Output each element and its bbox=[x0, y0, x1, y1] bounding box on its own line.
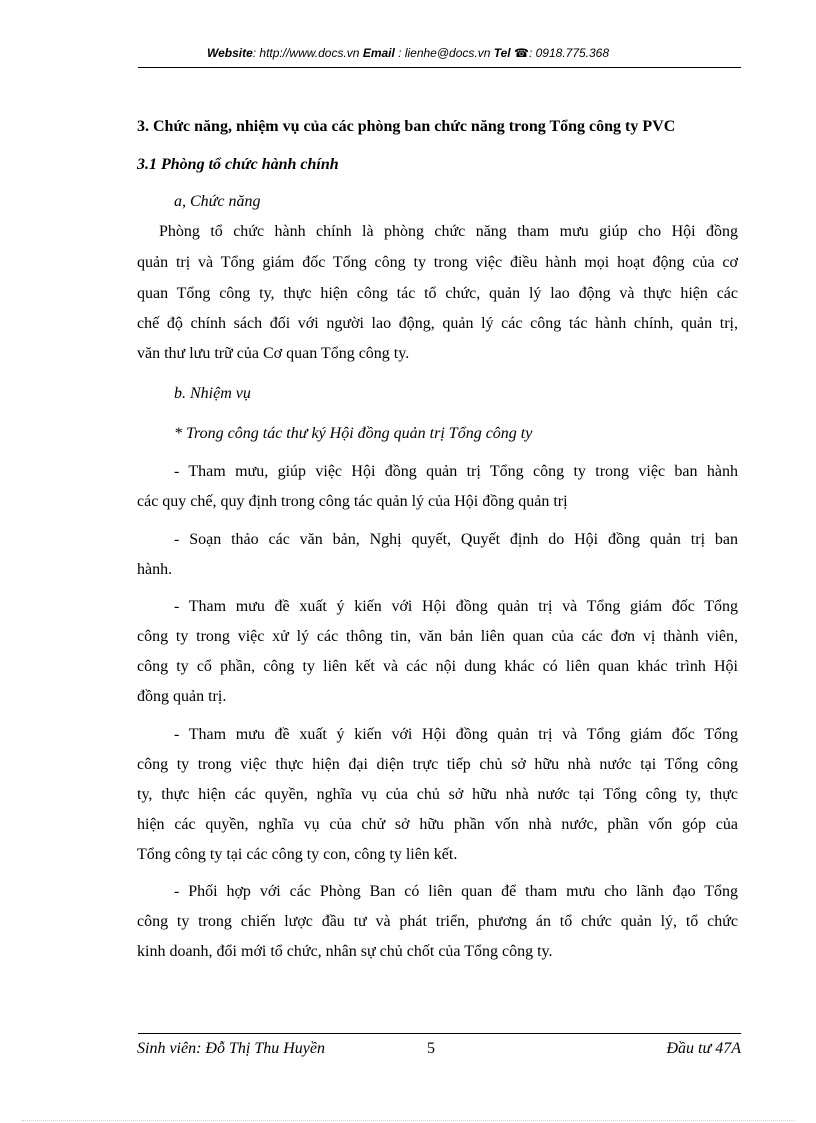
paragraph-line: - Soạn thảo các văn bản, Nghị quyết, Quyết định do Hội đồng quản trị ban bbox=[174, 531, 738, 548]
footer-divider bbox=[138, 1033, 741, 1034]
paragraph-line: Tổng công ty tại các công ty con, công ty liên kết. bbox=[137, 846, 458, 863]
page-bottom-edge bbox=[22, 1120, 794, 1121]
paragraph-line: ty, thực hiện các quyền, nghĩa vụ của chủ sở hữu nhà nước tại Tổng công ty, thực bbox=[137, 786, 738, 803]
section-heading: 3. Chức năng, nhiệm vụ của các phòng ban chức năng trong Tổng công ty PVC bbox=[137, 118, 676, 135]
paragraph-line: văn thư lưu trữ của Cơ quan Tổng công ty. bbox=[137, 345, 410, 362]
paragraph-line: công ty cổ phần, công ty liên kết và các nội dung khác có liên quan khác trình Hội bbox=[137, 658, 738, 675]
paragraph-line: - Tham mưu, giúp việc Hội đồng quản trị Tổng công ty trong việc ban hành bbox=[174, 463, 738, 480]
paragraph-line: kinh doanh, đổi mới tổ chức, nhân sự chủ chốt của Tổng công ty. bbox=[137, 943, 553, 960]
website-label: Website bbox=[206, 46, 253, 60]
page-footer bbox=[137, 1040, 741, 1060]
paragraph-line: - Phối hợp với các Phòng Ban có liên quan để tham mưu cho lãnh đạo Tổng bbox=[174, 883, 738, 900]
paragraph-line: công ty trong chiến lược đầu tư và phát triển, phương án tổ chức quản lý, tổ chức bbox=[137, 913, 738, 930]
paragraph-line: đồng quản trị. bbox=[137, 688, 227, 705]
paragraph-line: Phòng tổ chức hành chính là phòng chức năng tham mưu giúp cho Hội đồng bbox=[159, 223, 738, 240]
paragraph-line: chế độ chính sách đối với người lao động, quản lý các công tác hành chính, quản trị, bbox=[137, 315, 738, 332]
tel-value: : 0918.775.368 bbox=[528, 46, 610, 60]
paragraph-line: công ty trong việc xử lý các thông tin, văn bản liên quan của các đơn vị thành viên, bbox=[137, 628, 738, 645]
email-label: Email bbox=[362, 46, 395, 60]
paragraph-line: - Tham mưu đề xuất ý kiến với Hội đồng quản trị và Tổng giám đốc Tổng bbox=[174, 726, 738, 743]
paragraph-line: - Tham mưu đề xuất ý kiến với Hội đồng quản trị và Tổng giám đốc Tổng bbox=[174, 598, 738, 615]
section-a-title: a, Chức năng bbox=[174, 193, 261, 210]
header-divider bbox=[138, 67, 741, 68]
paragraph-line: hành. bbox=[137, 561, 173, 578]
subsection-heading: 3.1 Phòng tổ chức hành chính bbox=[137, 156, 339, 173]
paragraph-line: các quy chế, quy định trong công tác quản lý của Hội đồng quản trị bbox=[137, 493, 568, 510]
paragraph-line: quản trị và Tổng giám đốc Tổng công ty trong việc điều hành mọi hoạt động của cơ bbox=[137, 254, 738, 271]
section-b-subtitle: * Trong công tác thư ký Hội đồng quản trị Tổng công ty bbox=[174, 425, 533, 442]
tel-label: Tel bbox=[493, 46, 511, 60]
page-number: 5 bbox=[427, 1040, 435, 1057]
footer-student: Sinh viên: Đỗ Thị Thu Huyền bbox=[137, 1040, 325, 1057]
section-b-title: b. Nhiệm vụ bbox=[174, 385, 251, 402]
paragraph-line: quan Tổng công ty, thực hiện công tác tổ chức, quản lý lao động và thực hiện các bbox=[137, 285, 738, 302]
paragraph-line: công ty trong việc thực hiện đại diện trực tiếp chủ sở hữu nhà nước tại Tổng công bbox=[137, 756, 738, 773]
footer-class: Đầu tư 47A bbox=[666, 1040, 741, 1057]
phone-icon: ☎ bbox=[514, 46, 529, 60]
paragraph-line: hiện các quyền, nghĩa vụ của chử sở hữu phần vốn nhà nước, phần vốn góp của bbox=[137, 816, 738, 833]
page-header bbox=[0, 46, 816, 60]
email-link[interactable]: : lienhe@docs.vn bbox=[394, 46, 491, 60]
website-link[interactable]: : http://www.docs.vn bbox=[252, 46, 360, 60]
